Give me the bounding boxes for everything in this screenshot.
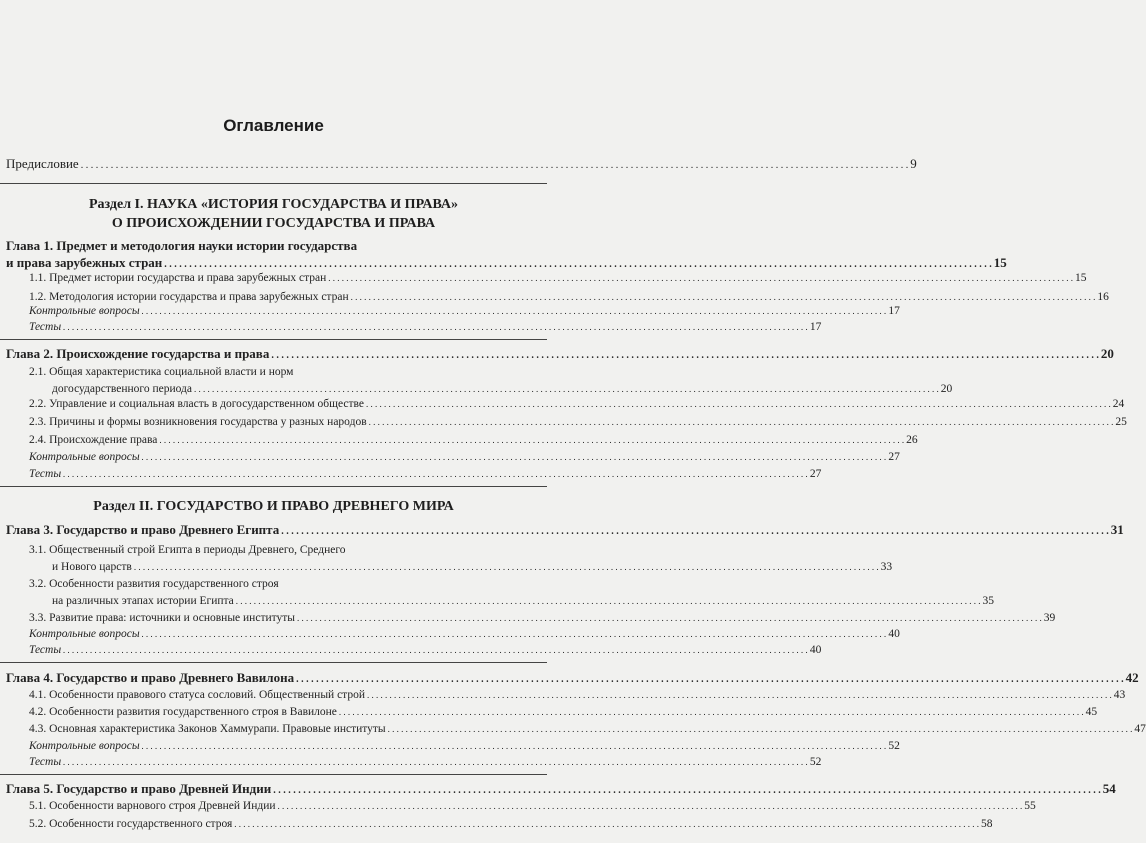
entry-label-line1: 3.2. Особенности развития государственного строя bbox=[29, 578, 279, 590]
toc-entry-5-1[interactable] bbox=[6, 800, 1036, 812]
leader-dots bbox=[271, 350, 1099, 361]
divider bbox=[0, 486, 547, 487]
leader-dots bbox=[81, 160, 909, 171]
page-number: 20 bbox=[940, 383, 953, 395]
entry-label: 4.2. Особенности развития государственного строя в Вавилоне bbox=[29, 706, 337, 718]
page-number: 17 bbox=[809, 321, 822, 333]
toc-entry-1-tests[interactable] bbox=[6, 321, 822, 333]
toc-entry-4-tests[interactable] bbox=[6, 756, 822, 768]
chapter-title: Глава 4. Государство и право Древнего Вавилона bbox=[6, 670, 295, 685]
entry-label: Тесты bbox=[29, 321, 62, 333]
entry-label: 2.4. Происхождение права bbox=[29, 434, 158, 446]
toc-entry-chapter-2[interactable] bbox=[6, 346, 1114, 362]
page-number: 35 bbox=[982, 595, 995, 607]
toc-entry-1-1[interactable] bbox=[6, 272, 1087, 284]
toc-entry-4-2[interactable] bbox=[6, 706, 1098, 718]
chapter-title-line2: и права зарубежных стран bbox=[6, 255, 163, 270]
leader-dots bbox=[63, 645, 808, 655]
divider bbox=[0, 662, 547, 663]
leader-dots bbox=[164, 256, 992, 273]
toc-entry-5-2[interactable] bbox=[6, 818, 993, 830]
toc-entry-2-tests[interactable] bbox=[6, 468, 822, 480]
entry-label: 2.3. Причины и формы возникновения государства у разных народов bbox=[29, 416, 367, 428]
page-number: 45 bbox=[1085, 706, 1098, 718]
page-number: 43 bbox=[1113, 689, 1126, 701]
toc-entry-2-1[interactable] bbox=[6, 364, 953, 398]
page-number: 33 bbox=[880, 561, 893, 573]
entry-label: Контрольные вопросы bbox=[29, 305, 140, 317]
toc-entry-2-3[interactable] bbox=[6, 416, 1127, 428]
leader-dots bbox=[142, 629, 887, 639]
chapter-title-line1: Глава 1. Предмет и методология науки истории государства bbox=[6, 238, 358, 253]
entry-label: 5.1. Особенности варнового строя Древней Индии bbox=[29, 800, 276, 812]
leader-dots bbox=[234, 819, 979, 829]
toc-entry-chapter-1[interactable] bbox=[6, 237, 1007, 273]
leader-dots bbox=[142, 452, 887, 462]
page-number: 39 bbox=[1043, 612, 1056, 624]
leader-dots bbox=[236, 593, 981, 610]
chapter-title: Глава 3. Государство и право Древнего Египта bbox=[6, 522, 280, 537]
page-number: 27 bbox=[888, 451, 900, 463]
divider bbox=[0, 774, 547, 775]
leader-dots bbox=[351, 292, 1096, 302]
entry-label: 1.1. Предмет истории государства и права зарубежных стран bbox=[29, 272, 327, 284]
leader-dots bbox=[194, 381, 939, 398]
leader-dots bbox=[63, 757, 808, 767]
leader-dots bbox=[297, 613, 1042, 623]
section-heading-line2: О ПРОИСХОЖДЕНИИ ГОСУДАРСТВА И ПРАВА bbox=[111, 216, 436, 231]
entry-label: Предисловие bbox=[6, 156, 79, 171]
divider bbox=[0, 183, 547, 184]
leader-dots bbox=[142, 741, 887, 751]
page-number: 16 bbox=[1097, 291, 1109, 303]
leader-dots bbox=[63, 469, 808, 479]
toc-entry-preface[interactable] bbox=[6, 156, 917, 172]
page-number: 42 bbox=[1125, 670, 1139, 685]
toc-entry-4-3[interactable] bbox=[6, 723, 1146, 735]
entry-label: 3.3. Развитие права: источники и основные институты bbox=[29, 612, 295, 624]
leader-dots bbox=[273, 785, 1101, 796]
toc-entry-3-tests[interactable] bbox=[6, 644, 822, 656]
toc-entry-chapter-5[interactable] bbox=[6, 781, 1116, 797]
leader-dots bbox=[278, 801, 1023, 811]
entry-label: Контрольные вопросы bbox=[29, 740, 140, 752]
leader-dots bbox=[296, 674, 1124, 685]
page-number: 47 bbox=[1134, 723, 1146, 735]
leader-dots bbox=[142, 306, 887, 316]
leader-dots bbox=[159, 435, 904, 445]
toc-entry-3-questions[interactable] bbox=[6, 628, 900, 640]
page-number: 31 bbox=[1110, 522, 1124, 537]
page-number: 17 bbox=[888, 305, 900, 317]
page-number: 15 bbox=[1075, 272, 1087, 284]
bleed-through-text bbox=[30, 40, 530, 51]
entry-label: 1.2. Методология истории государства и права зарубежных стран bbox=[29, 291, 349, 303]
entry-label-line1: 3.1. Общественный строй Египта в периоды Древнего, Среднего bbox=[29, 544, 346, 556]
entry-label-line2: на различных этапах истории Египта bbox=[52, 595, 234, 607]
section-heading-1 bbox=[0, 195, 547, 233]
entry-label: 5.2. Особенности государственного строя bbox=[29, 818, 233, 830]
leader-dots bbox=[339, 707, 1084, 717]
page-number: 52 bbox=[888, 740, 900, 752]
toc-entry-2-4[interactable] bbox=[6, 434, 918, 446]
entry-label: Тесты bbox=[29, 756, 62, 768]
page-number: 15 bbox=[993, 255, 1007, 270]
entry-label: 2.2. Управление и социальная власть в догосударственном обществе bbox=[29, 398, 364, 410]
leader-dots bbox=[63, 322, 808, 332]
leader-dots bbox=[367, 690, 1112, 700]
leader-dots bbox=[134, 559, 879, 576]
entry-label-line2: догосударственного периода bbox=[52, 383, 192, 395]
entry-label-line2: и Нового царств bbox=[52, 561, 132, 573]
chapter-title: Глава 5. Государство и право Древней Индии bbox=[6, 781, 272, 796]
page-number: 27 bbox=[809, 468, 822, 480]
entry-label: Контрольные вопросы bbox=[29, 628, 140, 640]
page-number: 9 bbox=[910, 156, 917, 171]
toc-entry-3-2[interactable] bbox=[6, 576, 995, 610]
toc-entry-1-questions[interactable] bbox=[6, 305, 900, 317]
toc-entry-1-2[interactable] bbox=[6, 291, 1109, 303]
toc-entry-chapter-3[interactable] bbox=[6, 522, 1124, 538]
toc-entry-4-questions[interactable] bbox=[6, 740, 900, 752]
toc-entry-3-3[interactable] bbox=[6, 612, 1056, 624]
page-number: 40 bbox=[888, 628, 900, 640]
page-number: 25 bbox=[1115, 416, 1127, 428]
page-number: 26 bbox=[906, 434, 918, 446]
page-number: 52 bbox=[809, 756, 822, 768]
divider bbox=[0, 339, 547, 340]
entry-label: 4.1. Особенности правового статуса сословий. Общественный строй bbox=[29, 689, 365, 701]
toc-entry-4-1[interactable] bbox=[6, 689, 1126, 701]
entry-label: Тесты bbox=[29, 644, 62, 656]
page-number: 20 bbox=[1100, 346, 1114, 361]
leader-dots bbox=[366, 399, 1111, 409]
toc-entry-2-2[interactable] bbox=[6, 398, 1125, 410]
leader-dots bbox=[369, 417, 1114, 427]
entry-label-line1: 2.1. Общая характеристика социальной власти и норм bbox=[29, 366, 294, 378]
page-number: 40 bbox=[809, 644, 822, 656]
entry-label: Тесты bbox=[29, 468, 62, 480]
page-number: 55 bbox=[1024, 800, 1036, 812]
page-number: 24 bbox=[1112, 398, 1125, 410]
page-number: 58 bbox=[981, 818, 993, 830]
leader-dots bbox=[281, 526, 1109, 537]
toc-entry-chapter-4[interactable] bbox=[6, 670, 1139, 686]
leader-dots bbox=[388, 724, 1133, 734]
toc-entry-3-1[interactable] bbox=[6, 542, 893, 576]
toc-entry-2-questions[interactable] bbox=[6, 451, 900, 463]
entry-label: 4.3. Основная характеристика Законов Хаммурапи. Правовые институты bbox=[29, 723, 386, 735]
section-heading-line1: Раздел II. ГОСУДАРСТВО И ПРАВО ДРЕВНЕГО МИРА bbox=[93, 499, 454, 514]
section-heading-line1: Раздел I. НАУКА «ИСТОРИЯ ГОСУДАРСТВА И ПРАВА» bbox=[88, 197, 459, 212]
leader-dots bbox=[328, 273, 1073, 283]
section-heading-2 bbox=[0, 497, 547, 516]
entry-label: Контрольные вопросы bbox=[29, 451, 140, 463]
page-title: Оглавление bbox=[223, 116, 324, 135]
chapter-title: Глава 2. Происхождение государства и права bbox=[6, 346, 270, 361]
page-number: 54 bbox=[1102, 781, 1116, 796]
